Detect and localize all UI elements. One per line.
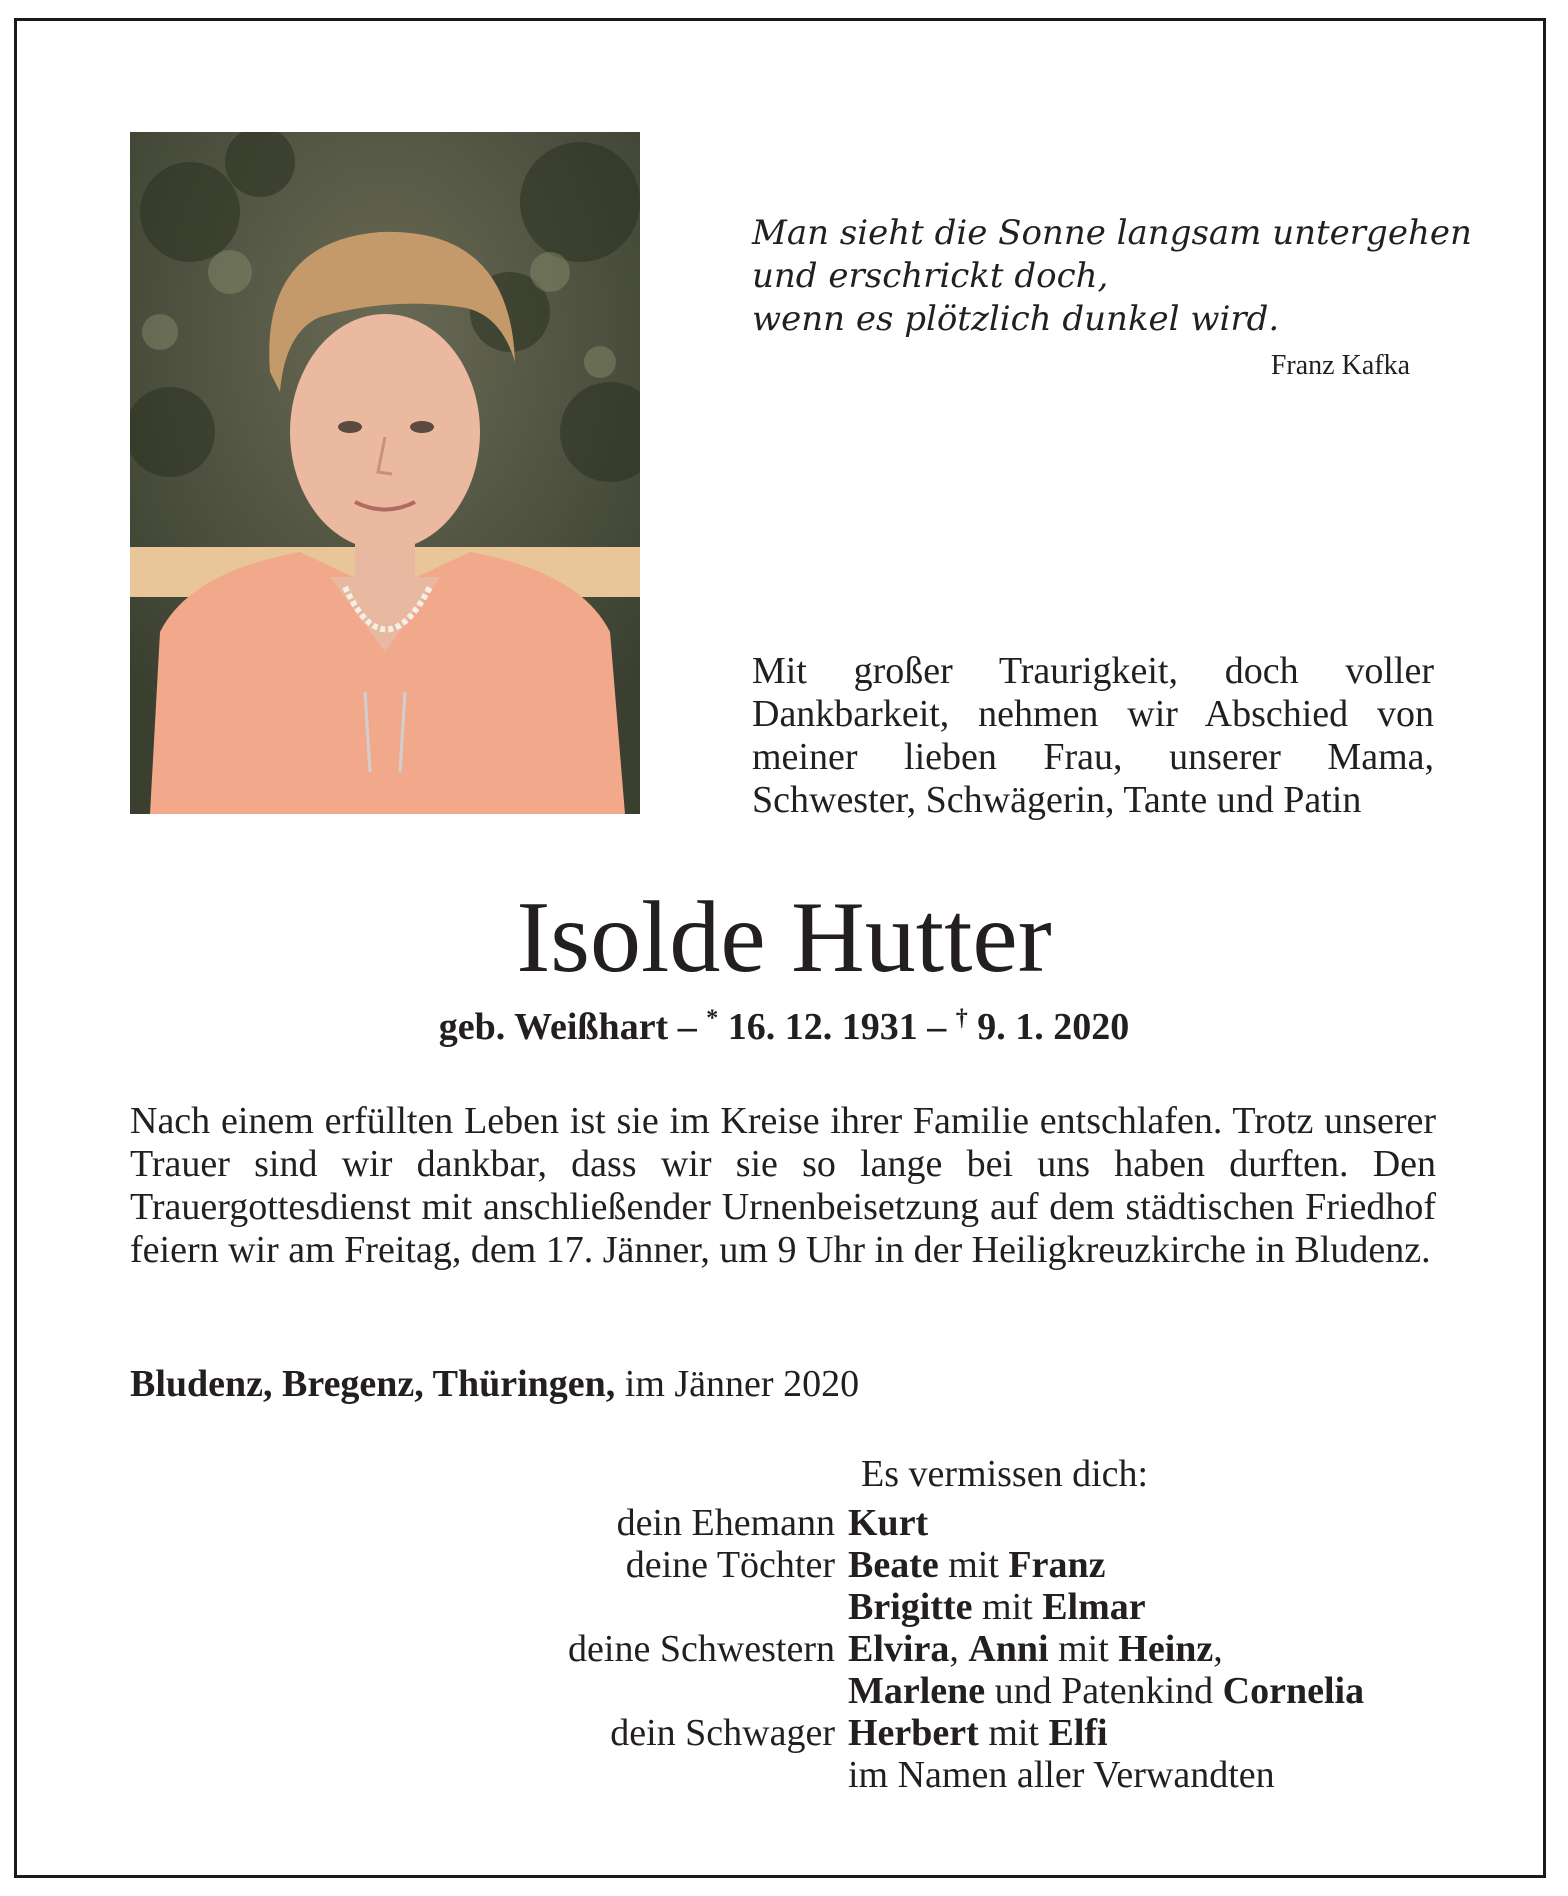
mourner-names xyxy=(848,1502,1460,1544)
mourners-list xyxy=(300,1502,1460,1796)
quote-author: Franz Kafka xyxy=(1270,350,1410,381)
mourner-names xyxy=(848,1628,1460,1670)
mourner-relation xyxy=(300,1670,848,1712)
intro-text: Mit großer Traurigkeit, doch voller Dankbarkeit, nehmen wir Abschied von meiner lieben Frau, unserer Mama, Schwester, Schwägerin, Tante und Patin xyxy=(752,650,1434,821)
quote-line: wenn es plötzlich dunkel wird. xyxy=(752,299,1280,339)
place-towns: Bludenz, Bregenz, Thüringen, xyxy=(130,1363,616,1405)
mourner-name: Franz xyxy=(1008,1544,1106,1586)
mourner-name: Elvira xyxy=(848,1628,950,1670)
body-text: Nach einem erfüllten Leben ist sie im Kreise ihrer Familie entschlafen. Trotz unserer Trauer sind wir dankbar, dass wir sie so lange bei uns haben durften. Den Trauergottesdienst mit anschließender Urnenbeisetzung auf dem städtischen Friedhof feiern wir am Freitag, dem 17. Jänner, um 9 Uhr in der Heiligkreuzkirche in Bludenz. xyxy=(130,1100,1436,1271)
quote xyxy=(752,212,1472,341)
birth-name: geb. Weißhart xyxy=(438,1006,669,1048)
mourner-connector: , xyxy=(949,1628,969,1670)
mourner-names xyxy=(848,1586,1460,1628)
mourner-relation xyxy=(300,1586,848,1628)
mourner-relation: dein Schwager xyxy=(610,1712,835,1754)
separator: – xyxy=(917,1006,956,1048)
mourner-relation: deine Schwestern xyxy=(568,1628,835,1670)
quote-line: Man sieht die Sonne langsam untergehen xyxy=(752,213,1472,253)
place-date-text: im Jänner 2020 xyxy=(615,1363,860,1405)
life-dates xyxy=(0,1005,1568,1049)
mourner-name: Elmar xyxy=(1042,1586,1146,1628)
portrait-photo-icon xyxy=(130,132,640,814)
mourners-heading: Es vermissen dich: xyxy=(861,1453,1149,1495)
mourner-name: Kurt xyxy=(848,1502,929,1544)
mourner-name: Herbert xyxy=(848,1712,979,1754)
quote-line: und erschrickt doch, xyxy=(752,256,1109,296)
deceased-name: Isolde Hutter xyxy=(516,881,1052,994)
mourner-names xyxy=(848,1712,1460,1754)
mourner-row xyxy=(300,1628,1460,1670)
mourner-row xyxy=(300,1754,1460,1796)
mourner-name: Brigitte xyxy=(848,1586,973,1628)
mourner-relation: dein Ehemann xyxy=(616,1502,835,1544)
mourner-name: Elfi xyxy=(1048,1712,1108,1754)
mourner-name: Beate xyxy=(848,1544,939,1586)
mourner-connector: , xyxy=(1213,1628,1223,1670)
birth-star-icon: * xyxy=(706,1005,719,1032)
separator: – xyxy=(668,1006,707,1048)
mourner-name: Cornelia xyxy=(1222,1670,1365,1712)
mourner-connector: mit xyxy=(978,1712,1049,1754)
mourner-name: Marlene xyxy=(848,1670,986,1712)
portrait-photo xyxy=(130,132,640,814)
mourner-names xyxy=(848,1544,1460,1586)
mourner-connector: im Namen aller Verwandten xyxy=(848,1754,1275,1796)
mourner-connector: mit xyxy=(938,1544,1009,1586)
mourner-names xyxy=(848,1754,1460,1796)
mourner-row xyxy=(300,1502,1460,1544)
mourner-name: Anni xyxy=(968,1628,1049,1670)
mourner-row xyxy=(300,1670,1460,1712)
mourner-connector: und Patenkind xyxy=(985,1670,1223,1712)
mourner-relation: deine Töchter xyxy=(625,1544,835,1586)
place-date xyxy=(130,1362,859,1406)
mourner-row xyxy=(300,1586,1460,1628)
mourner-connector: mit xyxy=(1048,1628,1119,1670)
death-cross-icon: † xyxy=(955,1005,968,1032)
birth-date: 16. 12. 1931 xyxy=(718,1006,918,1048)
mourner-row xyxy=(300,1712,1460,1754)
mourner-name: Heinz xyxy=(1118,1628,1214,1670)
mourner-connector: mit xyxy=(972,1586,1043,1628)
mourner-relation xyxy=(300,1754,848,1796)
mourner-row xyxy=(300,1544,1460,1586)
mourner-names xyxy=(848,1670,1460,1712)
death-date: 9. 1. 2020 xyxy=(967,1006,1130,1048)
